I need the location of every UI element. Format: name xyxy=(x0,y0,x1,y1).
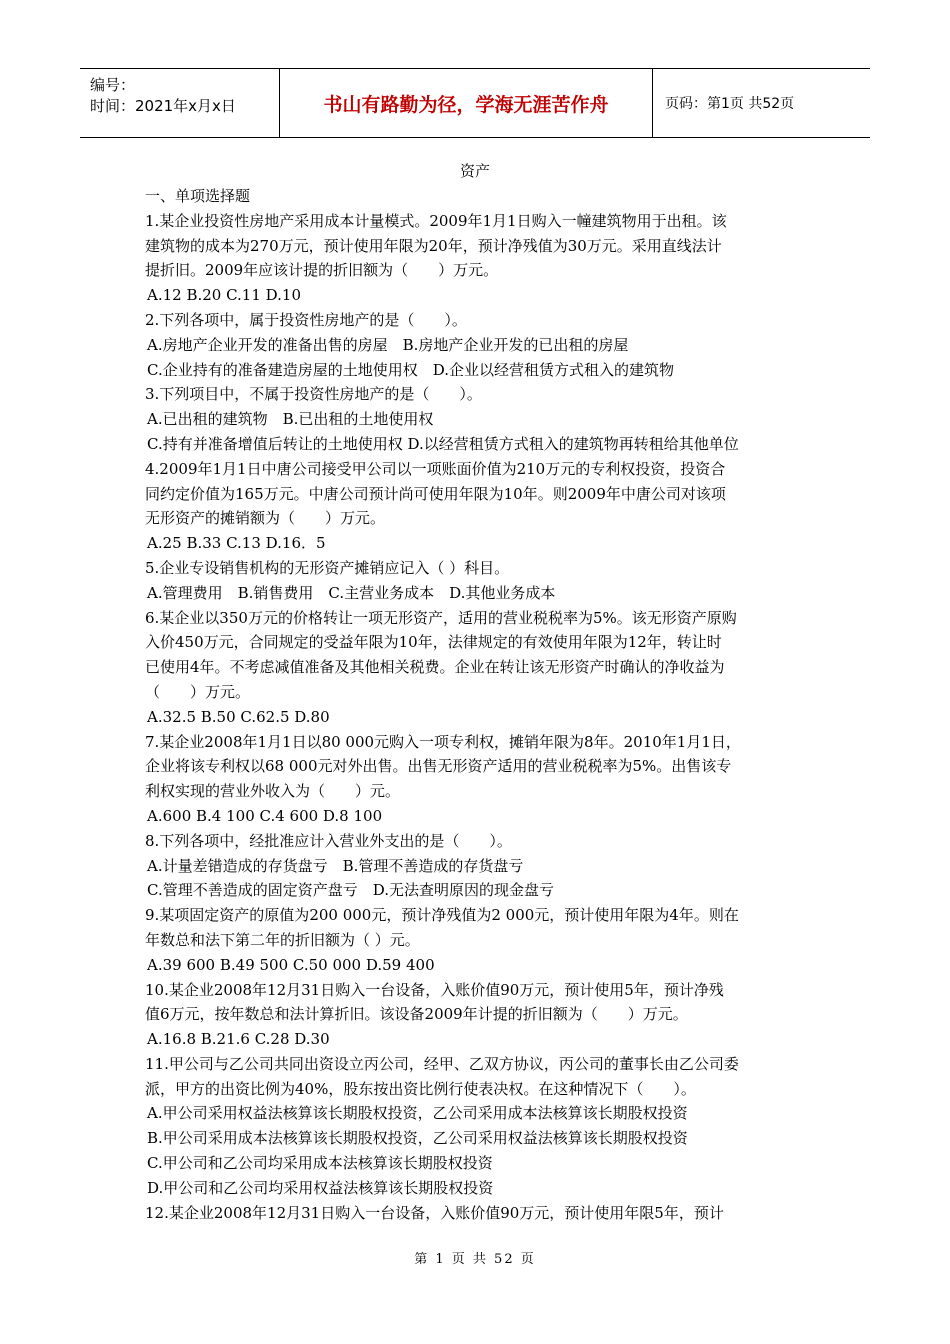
header-page-info: 页码：第1页 共52页 xyxy=(665,96,795,112)
answer-options-line: A.16.8 B.21.6 C.28 D.30 xyxy=(147,1030,330,1049)
question-text-line: 9.某项固定资产的原值为200 000元，预计净残值为2 000元，预计使用年限为4年。则在 xyxy=(145,906,739,925)
section-heading: 一、单项选择题 xyxy=(145,187,251,205)
question-text-line: （ ）万元。 xyxy=(145,682,251,701)
question-text-line: 年数总和法下第二年的折旧额为（ ）元。 xyxy=(145,930,420,949)
header-meta xyxy=(80,69,280,137)
header-motto: 书山有路勤为径，学海无涯苦作舟 xyxy=(280,69,653,137)
question-text-line: 4.2009年1月1日中唐公司接受甲公司以一项账面价值为210万元的专利权投资，投资合 xyxy=(145,459,726,478)
question-text-line: 入价450万元，合同规定的受益年限为10年，法律规定的有效使用年限为12年，转让时 xyxy=(145,633,722,652)
answer-options-line: C.管理不善造成的固定资产盘亏 D.无法查明原因的现金盘亏 xyxy=(147,881,554,900)
question-text-line: 值6万元，按年数总和法计算折旧。该设备2009年计提的折旧额为（ ）万元。 xyxy=(145,1005,688,1024)
question-text-line: 同约定价值为165万元。中唐公司预计尚可使用年限为10年。则2009年中唐公司对该项 xyxy=(145,484,726,503)
question-text-line: 1.某企业投资性房地产采用成本计量模式。2009年1月1日购入一幢建筑物用于出租。该 xyxy=(145,211,727,230)
document-body xyxy=(145,184,810,1225)
question-text-line: 无形资产的摊销额为（ ）万元。 xyxy=(145,509,386,528)
answer-options-line: A.房地产企业开发的准备出售的房屋 B.房地产企业开发的已出租的房屋 xyxy=(147,335,629,354)
question-text-line: 派，甲方的出资比例为40%，股东按出资比例行使表决权。在这种情况下（ ）。 xyxy=(145,1079,696,1098)
page-header xyxy=(80,68,870,138)
answer-options-line: A.25 B.33 C.13 D.16．5 xyxy=(147,534,326,553)
question-text-line: 利权实现的营业外收入为（ ）元。 xyxy=(145,782,401,801)
answer-options-line: A.已出租的建筑物 B.已出租的土地使用权 xyxy=(147,410,434,429)
answer-options-line: A.32.5 B.50 C.62.5 D.80 xyxy=(147,707,330,726)
question-text-line: 6.某企业以350万元的价格转让一项无形资产，适用的营业税税率为5%。该无形资产原购 xyxy=(145,608,737,627)
question-text-line: 企业将该专利权以68 000元对外出售。出售无形资产适用的营业税税率为5%。出售该专 xyxy=(145,757,732,776)
question-lines xyxy=(145,209,810,1226)
answer-options-line: A.39 600 B.49 500 C.50 000 D.59 400 xyxy=(147,955,435,974)
answer-options-line: C.甲公司和乙公司均采用成本法核算该长期股权投资 xyxy=(147,1154,493,1173)
answer-options-line: A.12 B.20 C.11 D.10 xyxy=(147,286,302,305)
question-text-line: 2.下列各项中，属于投资性房地产的是（ ）。 xyxy=(145,310,467,329)
question-text-line: 3.下列项目中，不属于投资性房地产的是（ ）。 xyxy=(145,385,482,404)
answer-options-line: A.管理费用 B.销售费用 C.主营业务成本 D.其他业务成本 xyxy=(147,583,556,602)
answer-options-line: C.持有并准备增值后转让的土地使用权 D.以经营租赁方式租入的建筑物再转租给其他单位 xyxy=(147,434,739,453)
question-text-line: 建筑物的成本为270万元，预计使用年限为20年，预计净残值为30万元。采用直线法计 xyxy=(145,236,722,255)
answer-options-line: D.甲公司和乙公司均采用权益法核算该长期股权投资 xyxy=(147,1178,494,1197)
question-text-line: 7.某企业2008年1月1日以80 000元购入一项专利权，摊销年限为8年。2010年1月1日， xyxy=(145,732,741,751)
document-title: 资产 xyxy=(459,162,490,180)
answer-options-line: C.企业持有的准备建造房屋的土地使用权 D.企业以经营租赁方式租入的建筑物 xyxy=(147,360,674,379)
answer-options-line: A.计量差错造成的存货盘亏 B.管理不善造成的存货盘亏 xyxy=(147,856,524,875)
question-text-line: 10.某企业2008年12月31日购入一台设备，入账价值90万元，预计使用5年，预计净残 xyxy=(145,980,724,999)
question-text-line: 5.企业专设销售机构的无形资产摊销应记入（ ）科目。 xyxy=(145,558,510,577)
question-text-line: 8.下列各项中，经批准应计入营业外支出的是（ ）。 xyxy=(145,831,512,850)
question-text-line: 12.某企业2008年12月31日购入一台设备，入账价值90万元，预计使用年限5年，预计 xyxy=(145,1203,724,1222)
date-label: 时间：2021年x月x日 xyxy=(90,97,236,115)
question-text-line: 11.甲公司与乙公司共同出资设立丙公司，经甲、乙双方协议，丙公司的董事长由乙公司委 xyxy=(145,1054,739,1073)
answer-options-line: B.甲公司采用成本法核算该长期股权投资，乙公司采用权益法核算该长期股权投资 xyxy=(147,1129,688,1148)
answer-options-line: A.600 B.4 100 C.4 600 D.8 100 xyxy=(147,806,383,825)
number-label: 编号： xyxy=(90,76,136,94)
page-footer: 第 1 页 共 52 页 xyxy=(414,1252,536,1267)
question-text-line: 已使用4年。不考虑减值准备及其他相关税费。企业在转让该无形资产时确认的净收益为 xyxy=(145,658,725,677)
question-text-line: 提折旧。2009年应该计提的折旧额为（ ）万元。 xyxy=(145,261,499,280)
answer-options-line: A.甲公司采用权益法核算该长期股权投资，乙公司采用成本法核算该长期股权投资 xyxy=(147,1104,688,1123)
